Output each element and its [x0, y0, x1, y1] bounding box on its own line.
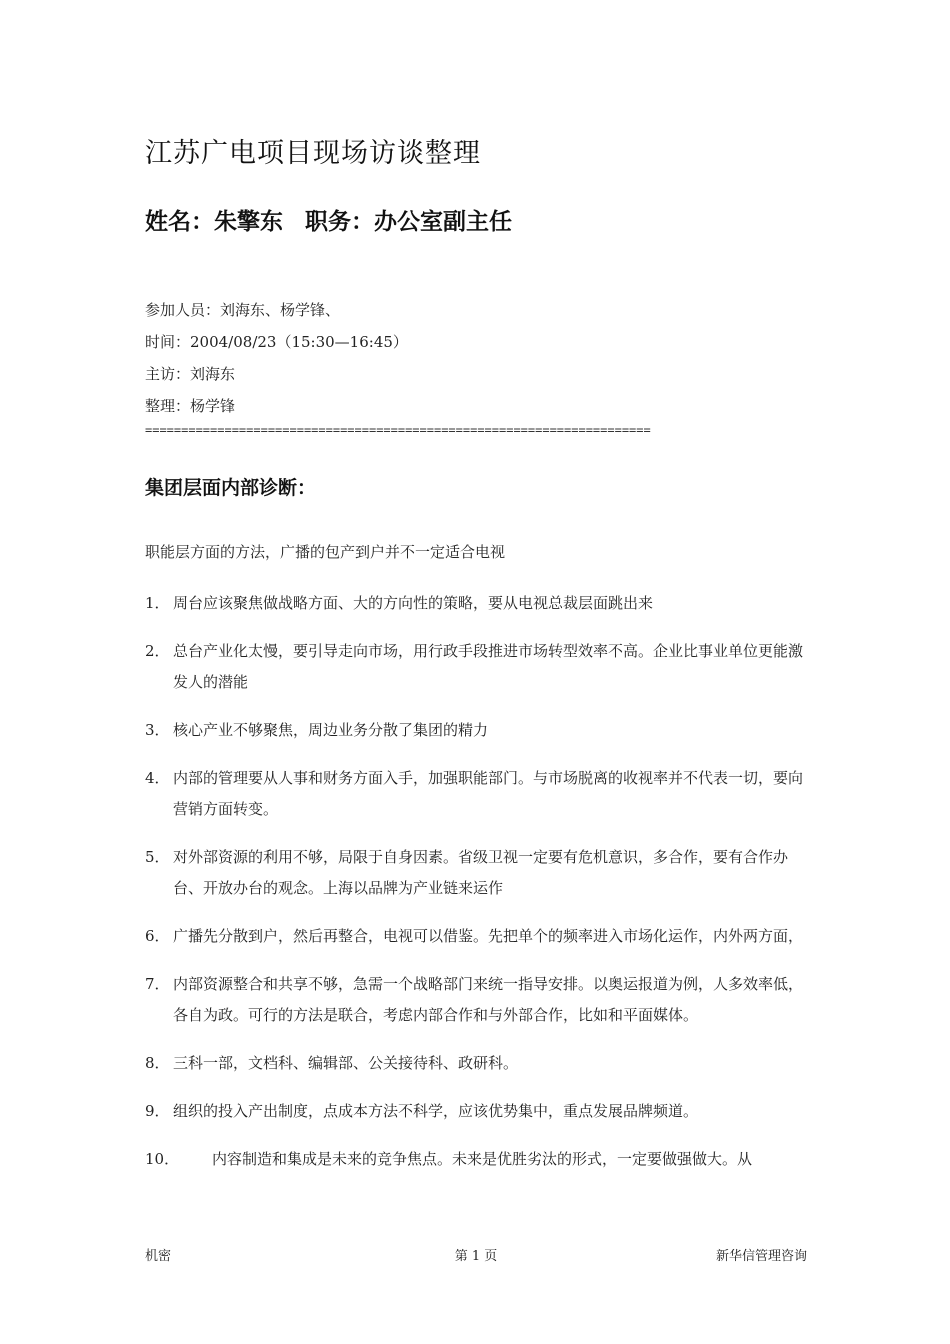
list-item [145, 1048, 807, 1079]
list-item-number: 7． [145, 975, 170, 993]
section-heading: 集团层面内部诊断： [145, 477, 317, 499]
participants: 参加人员：刘海东、杨学锋、 [145, 301, 341, 319]
list-item-number: 8． [145, 1054, 170, 1072]
list-item-number: 5． [145, 848, 170, 866]
list-item-number: 1． [145, 594, 170, 612]
list-item-text: 核心产业不够聚焦，周边业务分散了集团的精力 [173, 721, 489, 739]
list-item [145, 921, 807, 952]
interviewer: 主访：刘海东 [145, 365, 236, 383]
list-item [145, 842, 807, 904]
interviewee-position: 职务：办公室副主任 [305, 209, 512, 235]
list-item-text: 内容制造和集成是未来的竞争焦点。未来是优胜劣汰的形式，一定要做强做大。从 [212, 1150, 753, 1168]
recorder: 整理：杨学锋 [145, 397, 236, 415]
list-item-text: 总台产业化太慢，要引导走向市场，用行政手段推进市场转型效率不高。企业比事业单位更能激发人的潜能 [173, 642, 804, 691]
list-item-text: 对外部资源的利用不够，局限于自身因素。省级卫视一定要有危机意识，多合作，要有合作办台、开放办台的观念。上海以品牌为产业链来运作 [173, 848, 789, 897]
list-item-text: 组织的投入产出制度，点成本方法不科学，应该优势集中，重点发展品牌频道。 [173, 1102, 699, 1120]
list-item-text: 内部的管理要从人事和财务方面入手，加强职能部门。与市场脱离的收视率并不代表一切，要向营销方面转变。 [173, 769, 804, 818]
page-footer [145, 1245, 807, 1265]
footer-page-number: 第 1 页 [454, 1249, 498, 1264]
list-item-number: 10． [145, 1150, 180, 1168]
interviewee-line [145, 203, 512, 236]
list-item-text: 内部资源整合和共享不够，急需一个战略部门来统一指导安排。以奥运报道为例，人多效率低，各自为政。可行的方法是联合，考虑内部合作和与外部合作，比如和平面媒体。 [173, 975, 804, 1024]
list-item-number: 6． [145, 927, 170, 945]
list-item [145, 1096, 807, 1127]
footer-company: 新华信管理咨询 [715, 1249, 807, 1264]
interviewee-name: 姓名：朱擎东 [145, 209, 283, 235]
list-item [145, 588, 807, 619]
findings-list [145, 588, 807, 1192]
footer-confidential: 机密 [145, 1249, 172, 1264]
list-item [145, 1144, 807, 1175]
list-item [145, 636, 807, 698]
meeting-time: 时间：2004/08/23（15:30—16:45） [145, 333, 408, 351]
list-item-number: 3． [145, 721, 170, 739]
intro-paragraph: 职能层方面的方法，广播的包产到户并不一定适合电视 [145, 543, 506, 561]
meeting-info [145, 294, 408, 422]
list-item-number: 2． [145, 642, 170, 660]
list-item [145, 763, 807, 825]
list-item-number: 4． [145, 769, 170, 787]
list-item-text: 广播先分散到户，然后再整合，电视可以借鉴。先把单个的频率进入市场化运作，内外两方面， [173, 927, 804, 945]
list-item [145, 969, 807, 1031]
list-item-number: 9． [145, 1102, 170, 1120]
list-item [145, 715, 807, 746]
list-item-text: 周台应该聚焦做战略方面、大的方向性的策略，要从电视总裁层面跳出来 [173, 594, 654, 612]
page-title: 江苏广电项目现场访谈整理 [145, 138, 481, 169]
separator-line: ====================================================================== [145, 423, 651, 437]
list-item-text: 三科一部，文档科、编辑部、公关接待科、政研科。 [173, 1054, 519, 1072]
